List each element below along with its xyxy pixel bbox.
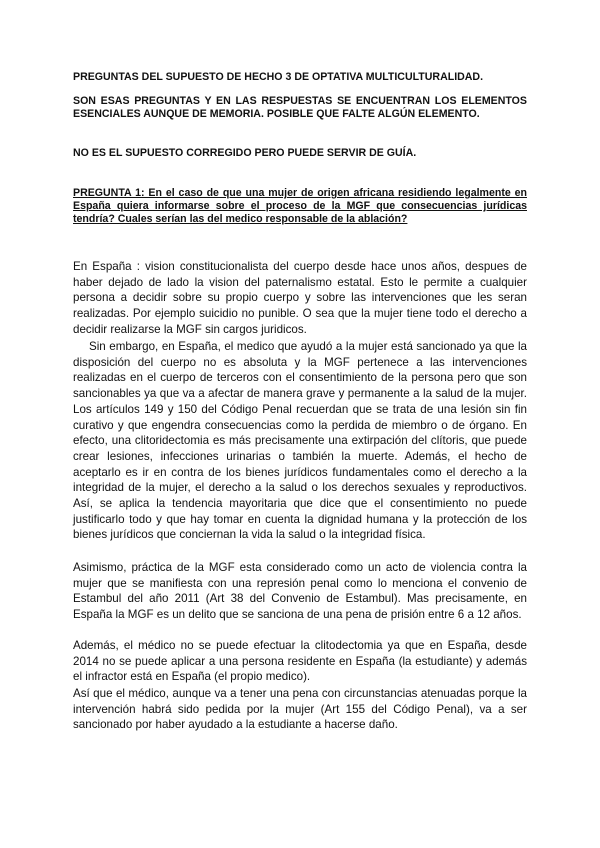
document-title: PREGUNTAS DEL SUPUESTO DE HECHO 3 DE OPTATIVA MULTICULTURALIDAD. (73, 71, 484, 83)
answer-paragraph-4: Además, el médico no se puede efectuar la clitodectomia ya que en España, desde 2014 no se puede aplicar a una persona residente en España (la estudiante) y además el infractor está en España (el propio medico). (73, 639, 527, 684)
answer-paragraph-2: Sin embargo, en España, el medico que ayudó a la mujer está sancionado ya que la disposición del cuerpo no es absoluta y la MGF pertenece a las intervenciones realizadas en el cuerpo de terceros con el consentimiento de la persona pero que son sancionables ya que va a afectar de manera grave y permanente a la salud de la mujer. Los artículos 149 y 150 del Código Penal recuerdan que se trata de una lesión sin fin curativo y que engendra consecuencias como la perdida de miembro o de órgano. En efecto, una clitoridectomia es más precisamente una extirpación del clítoris, que puede crear lesiones, infecciones urinarias o también la muerte. Además, el hecho de aceptarlo es ir en contra de los bienes jurídicos fundamentales como el derecho a la integridad de la mujer, el derecho a la salud o los derechos sexuales y reproductivos. Así, se aplica la tendencia mayoritaria que dice que el consentimiento no puede justificarlo todo y que hay tomar en cuenta la dignidad humana y la protección de los bienes jurídicos que conciernan la vida la salud o la integridad física. (73, 340, 527, 542)
document-note: SON ESAS PREGUNTAS Y EN LAS RESPUESTAS SE ENCUENTRAN LOS ELEMENTOS ESENCIALES AUNQUE DE MEMORIA. POSIBLE QUE FALTE ALGÚN ELEMENTO. (73, 95, 527, 120)
document-guide-note: NO ES EL SUPUESTO CORREGIDO PERO PUEDE SERVIR DE GUÍA. (73, 147, 417, 159)
question-1: PREGUNTA 1: En el caso de que una mujer de origen africana residiendo legalmente en España quiera informarse sobre el proceso de la MGF que consecuencias jurídicas tendría? Cuales serían las del medico responsable de la ablación? (73, 187, 527, 225)
answer-paragraph-3: Asimismo, práctica de la MGF esta considerado como un acto de violencia contra la mujer que se manifiesta con una represión penal como lo menciona el convenio de Estambul del año 2011 (Art 38 del Convenio de Estambul). Mas precisamente, en España la MGF es un delito que se sanciona de una pena de prisión entre 6 a 12 años. (73, 561, 527, 622)
answer-paragraph-5: Así que el médico, aunque va a tener una pena con circunstancias atenuadas porque la intervención habrá sido pedida por la mujer (Art 155 del Código Penal), va a ser sancionado por haber ayudado a la estudiante a hacerse daño. (73, 687, 527, 732)
answer-paragraph-1: En España : vision constitucionalista del cuerpo desde hace unos años, despues de haber dejado de lado la vision del paternalismo estatal. Esto le permite a cualquier persona a decidir sobre su propio cuerpo y sobre las intervenciones que les seran realizadas. Por ejemplo suicidio no punible. O sea que la mujer tiene todo el derecho a decidir realizarse la MGF sin cargos juridicos. (73, 260, 527, 336)
